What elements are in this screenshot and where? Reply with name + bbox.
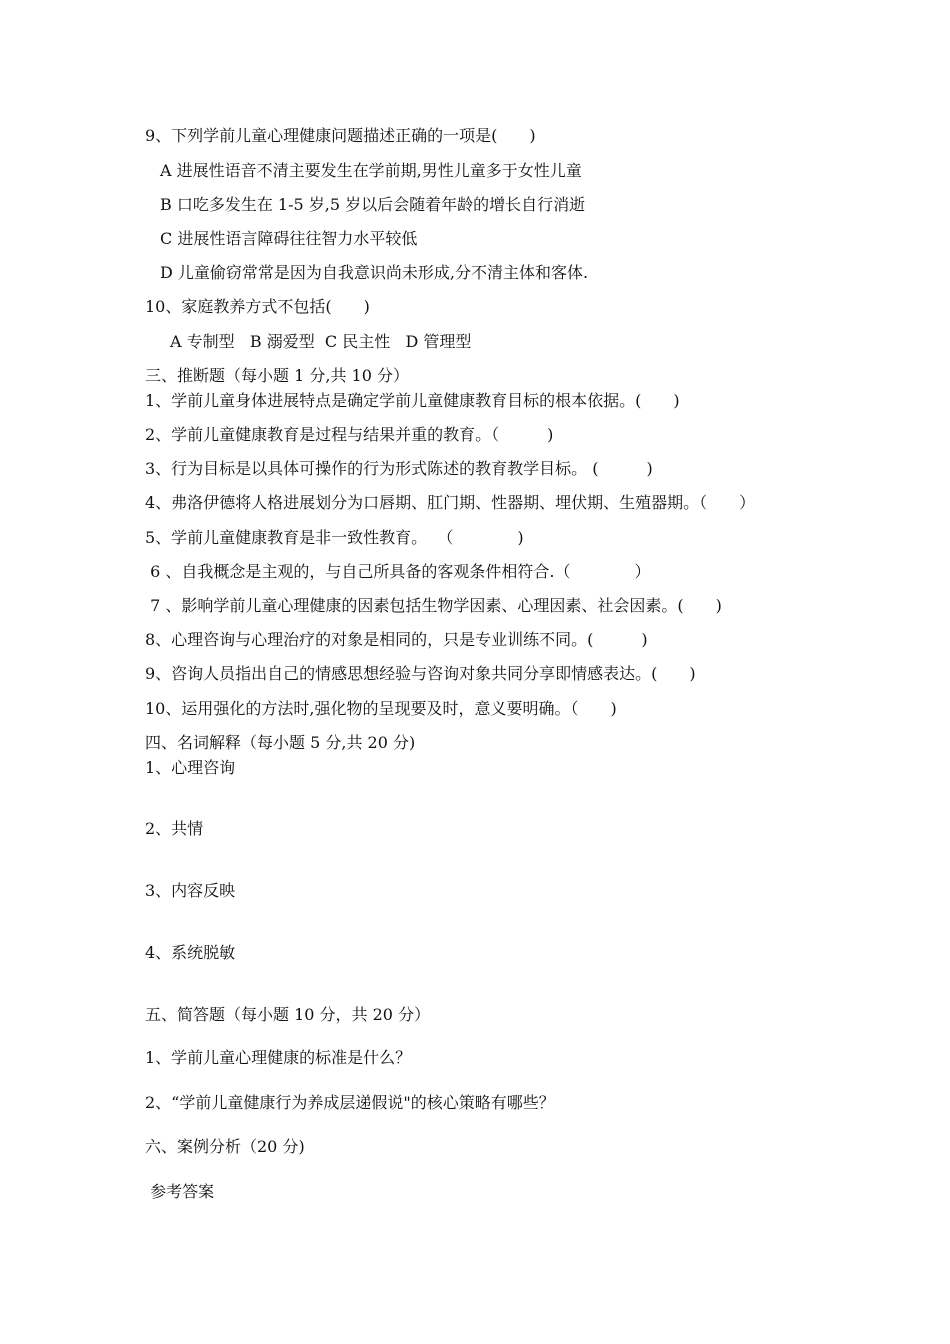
option-c: C 进展性语言障碍往往智力水平较低 xyxy=(160,229,418,248)
section-heading-terms: 四、名词解释（每小题 5 分,共 20 分) xyxy=(145,733,416,752)
question-9: 9、下列学前儿童心理健康问题描述正确的一项是( ) xyxy=(145,126,536,145)
question-10: 10、家庭教养方式不包括( ) xyxy=(145,297,370,316)
judgment-item-4: 4、弗洛伊德将人格进展划分为口唇期、肛门期、性器期、埋伏期、生殖器期。（ ） xyxy=(145,493,756,512)
term-item-3: 3、内容反映 xyxy=(145,881,236,900)
judgment-item-10: 10、运用强化的方法时,强化物的呈现要及时，意义要明确。（ ) xyxy=(145,699,617,718)
judgment-item-2: 2、学前儿童健康教育是过程与结果并重的教育。（ ) xyxy=(145,425,554,444)
judgment-item-6: 6 、自我概念是主观的，与自己所具备的客观条件相符合.（ ） xyxy=(145,562,651,581)
option-b: B 口吃多发生在 1-5 岁,5 岁以后会随着年龄的增长自行消逝 xyxy=(160,195,586,214)
option-a: A 进展性语音不清主要发生在学前期,男性儿童多于女性儿童 xyxy=(160,161,582,180)
reference-answers-heading: 参考答案 xyxy=(145,1182,215,1201)
option-d: D 儿童偷窃常常是因为自我意识尚未形成,分不清主体和客体. xyxy=(160,263,589,282)
short-answer-item-1: 1、学前儿童心理健康的标准是什么？ xyxy=(145,1048,412,1067)
judgment-item-5: 5、学前儿童健康教育是非一致性教育。 （ ) xyxy=(145,528,524,547)
section-heading-case-analysis: 六、案例分析（20 分) xyxy=(145,1137,305,1156)
term-item-1: 1、心理咨询 xyxy=(145,758,236,777)
judgment-item-3: 3、行为目标是以具体可操作的行为形式陈述的教育教学目标。 ( ) xyxy=(145,459,653,478)
judgment-item-9: 9、咨询人员指出自己的情感思想经验与咨询对象共同分享即情感表达。( ) xyxy=(145,664,696,683)
question-10-options: A 专制型 B 溺爱型 C 民主性 D 管理型 xyxy=(170,332,472,351)
judgment-item-7: 7 、影响学前儿童心理健康的因素包括生物学因素、心理因素、社会因素。( ) xyxy=(145,596,722,615)
short-answer-item-2: 2、“学前儿童健康行为养成层递假说"的核心策略有哪些？ xyxy=(145,1093,555,1112)
judgment-item-1: 1、学前儿童身体进展特点是确定学前儿童健康教育目标的根本依据。( ) xyxy=(145,391,680,410)
section-heading-short-answer: 五、简答题（每小题 10 分，共 20 分） xyxy=(145,1005,431,1024)
term-item-4: 4、系统脱敏 xyxy=(145,943,236,962)
term-item-2: 2、共情 xyxy=(145,819,204,838)
judgment-item-8: 8、心理咨询与心理治疗的对象是相同的，只是专业训练不同。( ) xyxy=(145,630,648,649)
section-heading-judgment: 三、推断题（每小题 1 分,共 10 分） xyxy=(145,366,409,385)
